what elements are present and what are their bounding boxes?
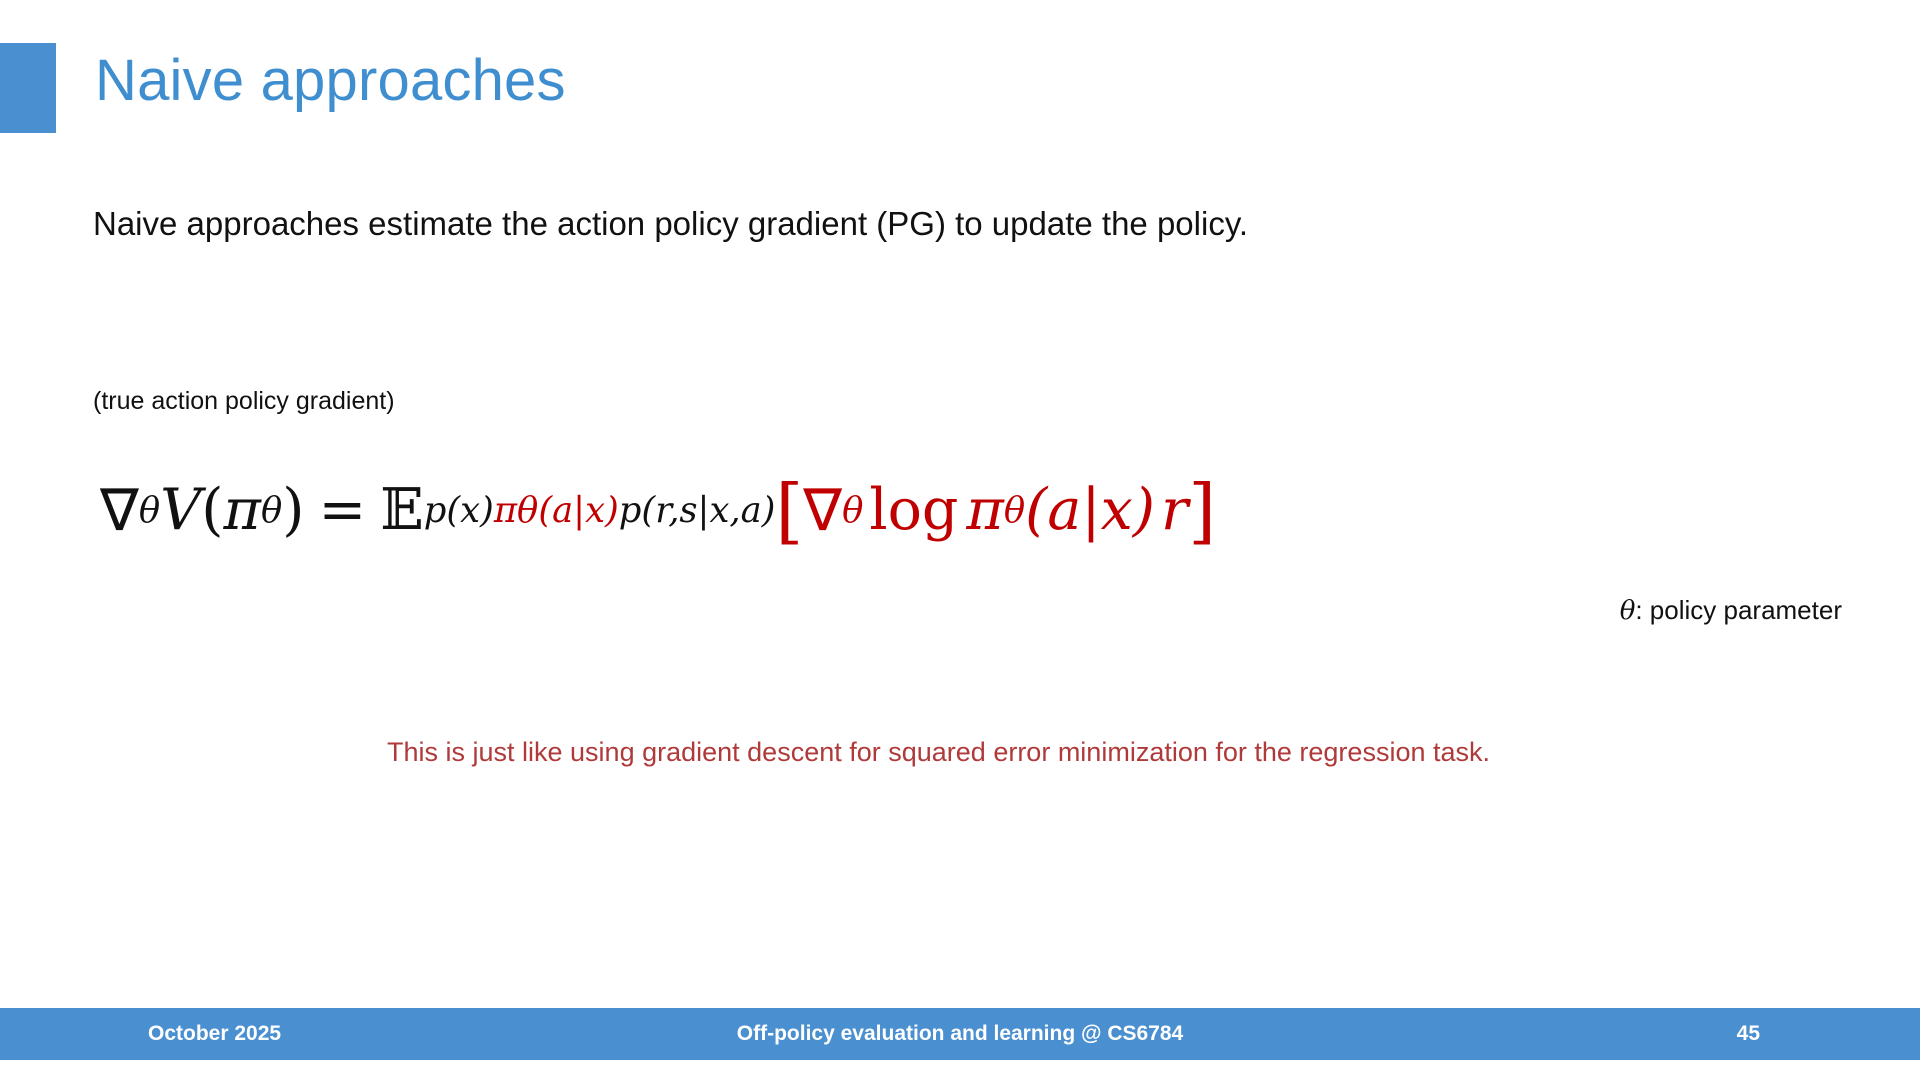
formula-inner-nabla: ∇ xyxy=(803,476,843,544)
formula-expectation-sub-black-2: p(r,s|x,a) xyxy=(618,489,776,531)
formula-expectation-sub-red: πθ(a|x) xyxy=(493,489,619,531)
formula-inner-policy-symbol: π xyxy=(966,477,1004,543)
formula-paren-open: ( xyxy=(201,477,224,543)
formula-nabla-lhs: ∇ xyxy=(100,476,139,544)
title-accent-bar xyxy=(0,43,56,133)
formula-policy-symbol: π xyxy=(223,477,261,543)
formula-expectation-sub-black-1: p(x) xyxy=(423,489,494,531)
footer-date: October 2025 xyxy=(148,1022,282,1045)
formula-bracket-open: [ xyxy=(775,468,804,552)
slide-footer xyxy=(0,1008,1920,1060)
formula-bracket-close: ] xyxy=(1188,468,1217,552)
remark-text: This is just like using gradient descent for squared error minimization for the regression task. xyxy=(387,737,1490,767)
formula-inner-args: (a|x) xyxy=(1025,477,1155,543)
policy-gradient-formula xyxy=(100,455,1860,565)
formula-inner-reward: r xyxy=(1160,477,1189,543)
footer-course-title: Off-policy evaluation and learning @ CS6784 xyxy=(736,1022,1184,1045)
parameter-legend-text: : policy parameter xyxy=(1635,595,1842,625)
formula-caption: (true action policy gradient) xyxy=(93,387,395,415)
theta-symbol: θ xyxy=(1619,596,1636,626)
formula-policy-subscript: θ xyxy=(260,489,283,531)
footer-page-number: 45 xyxy=(1736,1022,1760,1045)
formula-expectation-symbol: 𝔼 xyxy=(380,477,424,543)
formula-nabla-lhs-subscript: θ xyxy=(138,489,161,531)
formula-log: log xyxy=(869,477,959,543)
parameter-legend xyxy=(1620,595,1842,626)
page-title: Naive approaches xyxy=(95,48,566,113)
formula-equals: = xyxy=(318,477,367,543)
formula-paren-close: ) xyxy=(282,477,305,543)
lead-paragraph: Naive approaches estimate the action policy gradient (PG) to update the policy. xyxy=(93,205,1249,242)
formula-inner-nabla-subscript: θ xyxy=(842,489,864,531)
formula-value-symbol: V xyxy=(160,477,202,543)
formula-inner-policy-subscript: θ xyxy=(1003,489,1026,531)
